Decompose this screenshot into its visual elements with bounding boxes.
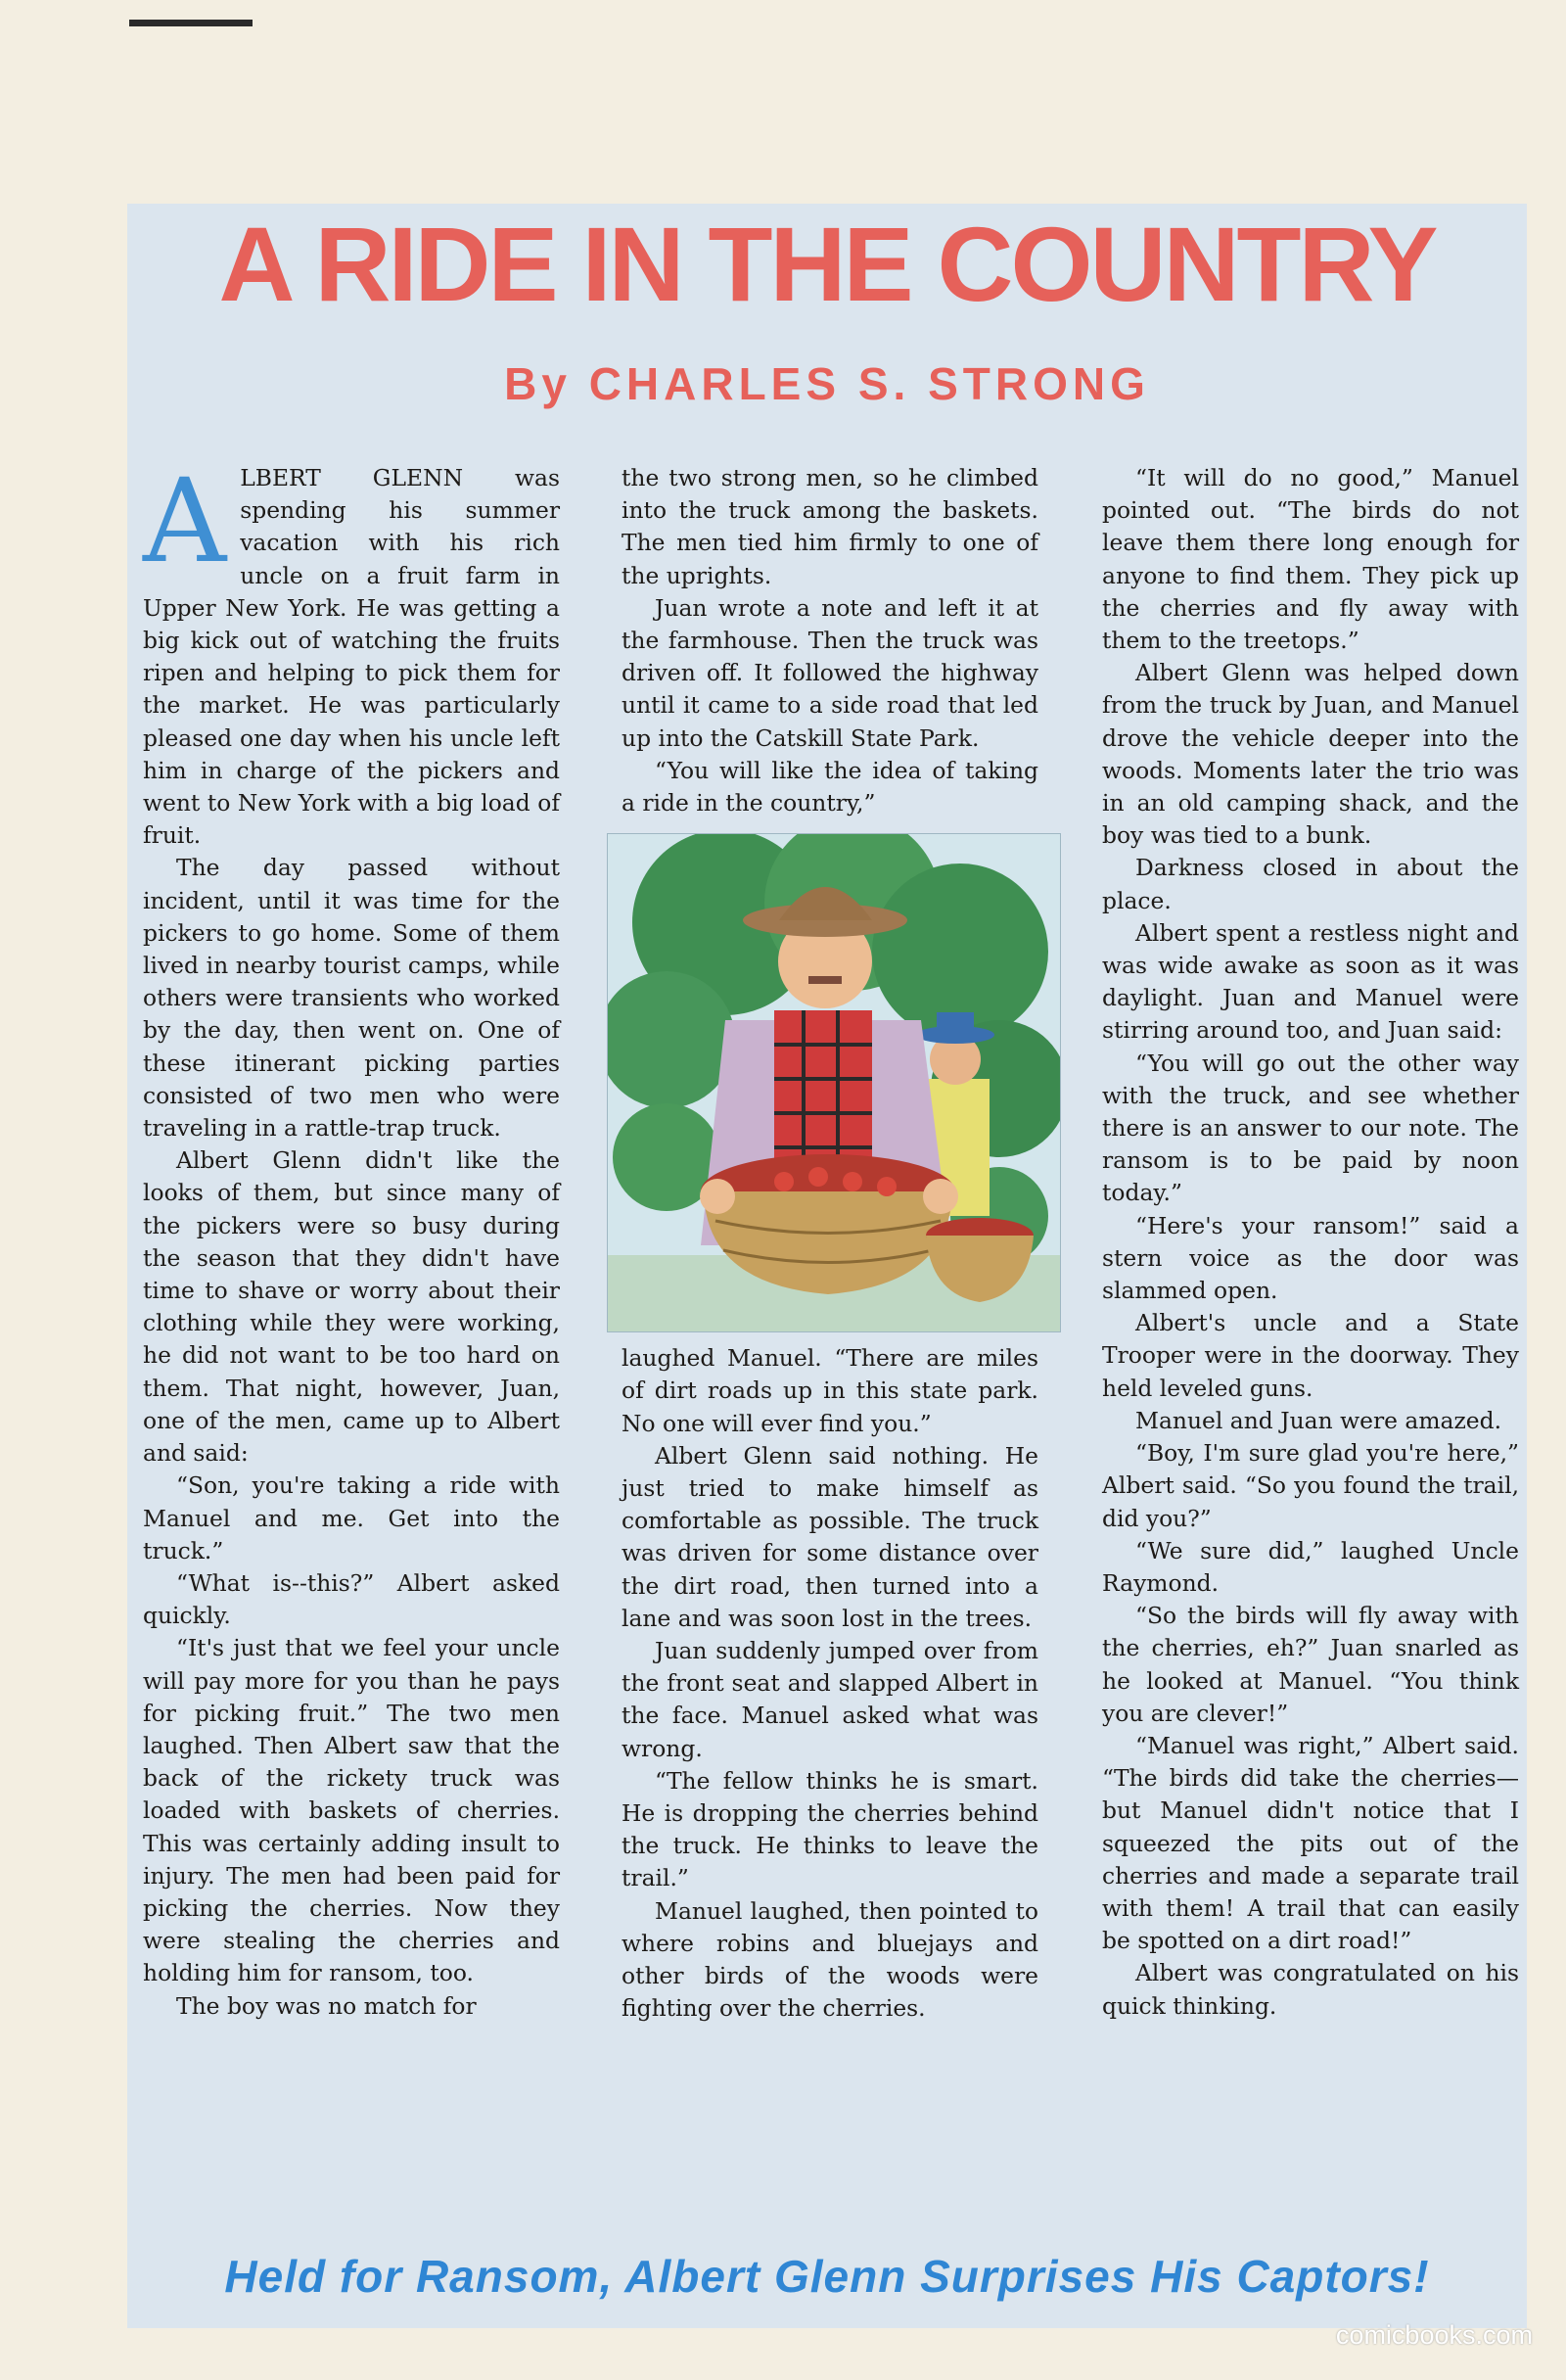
- paragraph: “Manuel was right,” Albert said. “The birds did take the cherries—but Manuel didn't notice that I squeezed the pits out of the cherries and made a separate trail with them! A trail that can easily be spotted on a dirt road!”: [1102, 1731, 1519, 1955]
- paragraph: “So the birds will fly away with the cherries, eh?” Juan snarled as he looked at Manuel. “You think you are clever!”: [1102, 1602, 1519, 1727]
- paragraph: “It's just that we feel your uncle will pay more for you than he pays for picking fruit.” The two men laughed. Then Albert saw that the back of the rickety truck was loaded with baskets of cherries. This was certainly adding insult to injury. The men had been paid for picking the cherries. Now they were stealing the cherries and holding him for ransom, too.: [143, 1634, 560, 1987]
- story-illustration: [607, 833, 1061, 1332]
- paragraph: Albert spent a restless night and was wide awake as soon as it was daylight. Juan and Manuel were stirring around too, and Juan said:: [1102, 918, 1519, 1045]
- top-rule: [129, 20, 253, 26]
- text-column-left: [143, 453, 560, 2023]
- drop-cap: A: [143, 453, 227, 588]
- paragraph: Albert Glenn was helped down from the truck by Juan, and Manuel drove the vehicle deeper into the woods. Moments later the trio was in an old camping shack, and the boy was tied to a bunk.: [1102, 659, 1519, 850]
- paragraph: The boy was no match for: [176, 1991, 477, 2020]
- paragraph: [143, 453, 560, 852]
- paragraph-text: LBERT GLENN was spending his summer vacation with his rich uncle on a fruit farm in Upper New York. He was getting a big kick out of watching the fruits ripen and helping to pick them for the market. He was particularly pleased one day when his uncle left him in charge of the pickers and went to New York with a big load of fruit.: [143, 464, 560, 850]
- paragraph: Manuel laughed, then pointed to where robins and bluejays and other birds of the woods were fighting over the cherries.: [622, 1896, 1038, 2023]
- paragraph: “What is--this?” Albert asked quickly.: [143, 1568, 560, 1630]
- paragraph: Albert's uncle and a State Trooper were in the doorway. They held leveled guns.: [1102, 1309, 1519, 1402]
- watermark: comicbooks.com: [1335, 2320, 1533, 2350]
- paragraph: “You will like the idea of taking a ride in the country,”: [622, 756, 1038, 817]
- paragraph: laughed Manuel. “There are miles of dirt roads up in this state park. No one will ever find you.”: [622, 1344, 1038, 1437]
- footer-tagline: Held for Ransom, Albert Glenn Surprises His Captors!: [224, 2251, 1430, 2302]
- paragraph: “We sure did,” laughed Uncle Raymond.: [1102, 1536, 1519, 1597]
- paragraph: Darkness closed in about the place.: [1102, 854, 1519, 914]
- paragraph: the two strong men, so he climbed into the truck among the baskets. The men tied him firmly to one of the uprights.: [622, 464, 1038, 589]
- paragraph: “It will do no good,” Manuel pointed out. “The birds do not leave them there long enough for anyone to find them. They pick up the cherries and fly away with them to the treetops.”: [1102, 464, 1519, 655]
- farmworkers-illustration: [608, 834, 1060, 1331]
- paragraph: Manuel and Juan were amazed.: [1135, 1406, 1502, 1434]
- paragraph: Albert Glenn didn't like the looks of them, but since many of the pickers were so busy during the season that they didn't have time to shave or worry about their clothing while they were working, he did not want to be too hard on them. That night, however, Juan, one of the men, came up to Albert and said:: [143, 1146, 560, 1468]
- paragraph: “The fellow thinks he is smart. He is dropping the cherries behind the truck. He thinks to leave the trail.”: [622, 1766, 1038, 1892]
- paragraph: The day passed without incident, until it was time for the pickers to go home. Some of them lived in nearby tourist camps, while others were transients who worked by the day, then went on. One of these itinerant picking parties consisted of two men who were traveling in a rattle-trap truck.: [143, 854, 560, 1143]
- paragraph: “Here's your ransom!” said a stern voice as the door was slammed open.: [1102, 1211, 1519, 1305]
- paragraph: Juan wrote a note and left it at the farmhouse. Then the truck was driven off. It followed the highway until it came to a side road that led up into the Catskill State Park.: [622, 593, 1038, 752]
- paragraph: Albert Glenn said nothing. He just tried to make himself as comfortable as possible. The truck was driven for some distance over the dirt road, then turned into a lane and was soon lost in the trees.: [622, 1441, 1038, 1632]
- text-column-right: [1102, 462, 1519, 2023]
- paragraph: “You will go out the other way with the truck, and see whether there is an answer to our note. The ransom is to be paid by noon today.”: [1102, 1049, 1519, 1207]
- text-column-middle: [622, 462, 1038, 2026]
- story-title: A RIDE IN THE COUNTRY: [218, 205, 1436, 323]
- paragraph: Juan suddenly jumped over from the front seat and slapped Albert in the face. Manuel asked what was wrong.: [622, 1637, 1038, 1762]
- paragraph: “Son, you're taking a ride with Manuel and me. Get into the truck.”: [143, 1471, 560, 1564]
- paragraph: Albert was congratulated on his quick thinking.: [1102, 1959, 1519, 2020]
- paragraph: “Boy, I'm sure glad you're here,” Albert said. “So you found the trail, did you?”: [1102, 1439, 1519, 1532]
- story-byline: By CHARLES S. STRONG: [504, 358, 1150, 409]
